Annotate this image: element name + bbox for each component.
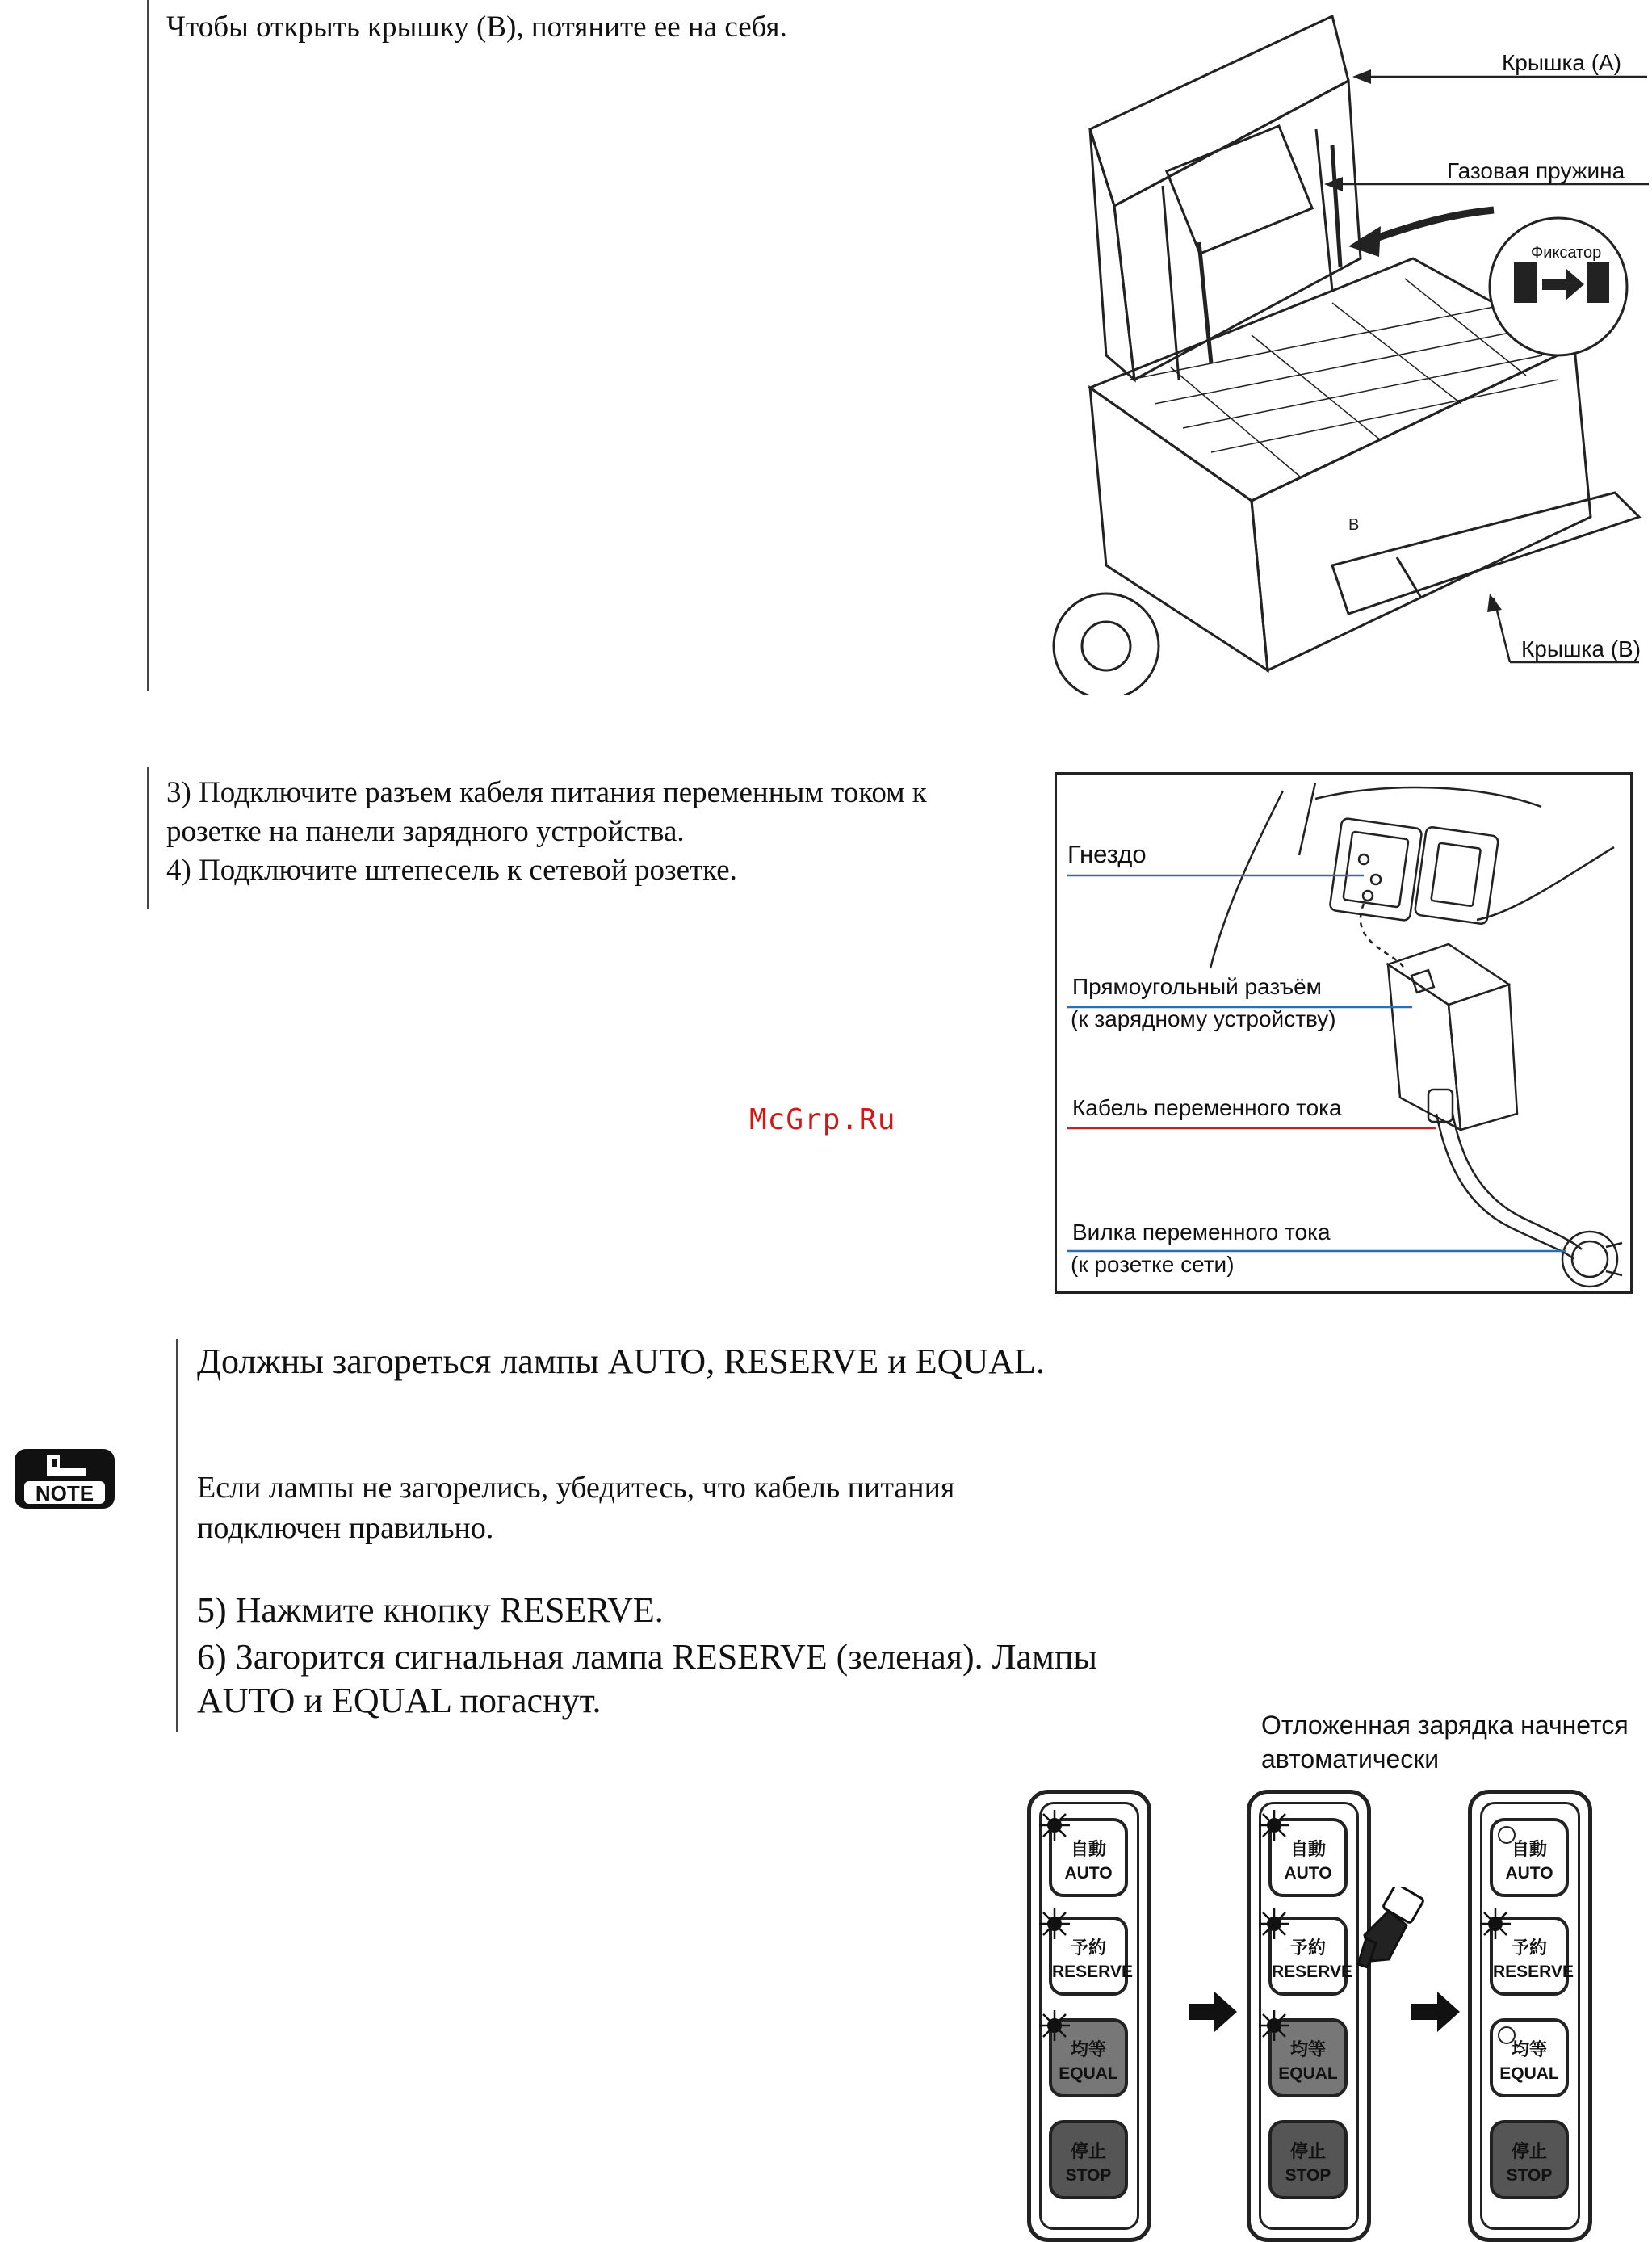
- step5-text: 5) Нажмите кнопку RESERVE.: [197, 1590, 664, 1630]
- note-left-rule: [176, 1339, 178, 1732]
- control-panel-1: [1027, 1790, 1151, 2242]
- lamp-on-icon: [1259, 2010, 1289, 2041]
- battery-compartment-figure: [1042, 0, 1652, 695]
- lamp-on-icon: [1259, 1908, 1289, 1939]
- pressing-hand-icon: [1356, 1887, 1429, 1975]
- label-gas-spring: Газовая пружина: [1447, 158, 1625, 183]
- reserve-button[interactable]: 予約 RESERVE: [1490, 1917, 1569, 1996]
- equal-button[interactable]: 均等 EQUAL: [1049, 2018, 1128, 2097]
- stop-button[interactable]: 停止 STOP: [1049, 2120, 1128, 2199]
- note-badge-text: NOTE: [35, 1481, 94, 1505]
- equal-button[interactable]: 均等 EQUAL: [1268, 2018, 1348, 2097]
- label-connector-line2: (к зарядному устройству): [1071, 1006, 1336, 1031]
- label-plug-line2: (к розетке сети): [1071, 1252, 1235, 1277]
- auto-button[interactable]: 自動 AUTO: [1049, 1818, 1128, 1897]
- battery-compartment-drawing: [1042, 0, 1652, 695]
- reserve-button[interactable]: 予約 RESERVE: [1268, 1917, 1348, 1996]
- section1-left-rule: [147, 0, 149, 691]
- control-panel-3: [1468, 1790, 1592, 2242]
- label-cover-b: Крышка (В): [1521, 636, 1642, 661]
- label-cover-a: Крышка (А): [1502, 50, 1622, 75]
- section1-text: Чтобы открыть крышку (В), потяните ее на себя.: [166, 10, 787, 44]
- auto-button[interactable]: 自動 AUTO: [1268, 1818, 1348, 1897]
- equal-button[interactable]: 均等 EQUAL: [1490, 2018, 1569, 2097]
- auto-button[interactable]: 自動 AUTO: [1490, 1818, 1569, 1897]
- label-socket: Гнездо: [1067, 840, 1147, 868]
- step3-text: 3) Подключите разъем кабеля питания переменным током к: [166, 776, 927, 809]
- note-line1: Должны загореться лампы AUTO, RESERVE и EQUAL.: [197, 1341, 1045, 1381]
- step3-text-cont: розетке на панели зарядного устройства.: [166, 815, 685, 848]
- box-letter-b: B: [1348, 516, 1360, 534]
- step6-text: 6) Загорится сигнальная лампа RESERVE (зеленая). Лампы: [197, 1637, 1097, 1677]
- arrow-right-icon-1: [1189, 1992, 1237, 2032]
- panels-caption-line1: Отложенная зарядка начнется: [1261, 1711, 1629, 1740]
- note-badge-icon: [11, 1444, 118, 1514]
- label-plug-line1: Вилка переменного тока: [1072, 1220, 1331, 1245]
- reserve-button[interactable]: 予約 RESERVE: [1049, 1917, 1128, 1996]
- section2-left-rule: [147, 767, 149, 909]
- lamp-on-icon: [1039, 1810, 1070, 1841]
- note-badge: [11, 1444, 118, 1514]
- lamp-on-icon: [1039, 2010, 1070, 2041]
- step6-text-cont: AUTO и EQUAL погаснут.: [197, 1681, 602, 1720]
- stop-button[interactable]: 停止 STOP: [1490, 2120, 1569, 2199]
- step4-text: 4) Подключите штепесель к сетевой розетке.: [166, 854, 737, 887]
- lamp-on-icon: [1259, 1810, 1289, 1841]
- panels-caption-line2: автоматически: [1261, 1744, 1440, 1774]
- label-connector-line1: Прямоугольный разъём: [1072, 974, 1322, 999]
- arrow-right-icon-2: [1411, 1992, 1460, 2032]
- label-latch: Фиксатор: [1531, 244, 1602, 262]
- watermark: McGrp.Ru: [749, 1103, 896, 1136]
- stop-button[interactable]: 停止 STOP: [1268, 2120, 1348, 2199]
- label-cable: Кабель переменного тока: [1072, 1095, 1342, 1120]
- note-line2: Если лампы не загорелись, убедитесь, что кабель питания: [197, 1471, 955, 1505]
- lamp-off-icon: [1498, 2026, 1516, 2044]
- lamp-on-icon: [1480, 1908, 1511, 1939]
- lamp-on-icon: [1039, 1908, 1070, 1939]
- lamp-off-icon: [1498, 1826, 1516, 1844]
- control-panel-2: [1247, 1790, 1371, 2242]
- note-line3: подключен правильно.: [197, 1511, 494, 1545]
